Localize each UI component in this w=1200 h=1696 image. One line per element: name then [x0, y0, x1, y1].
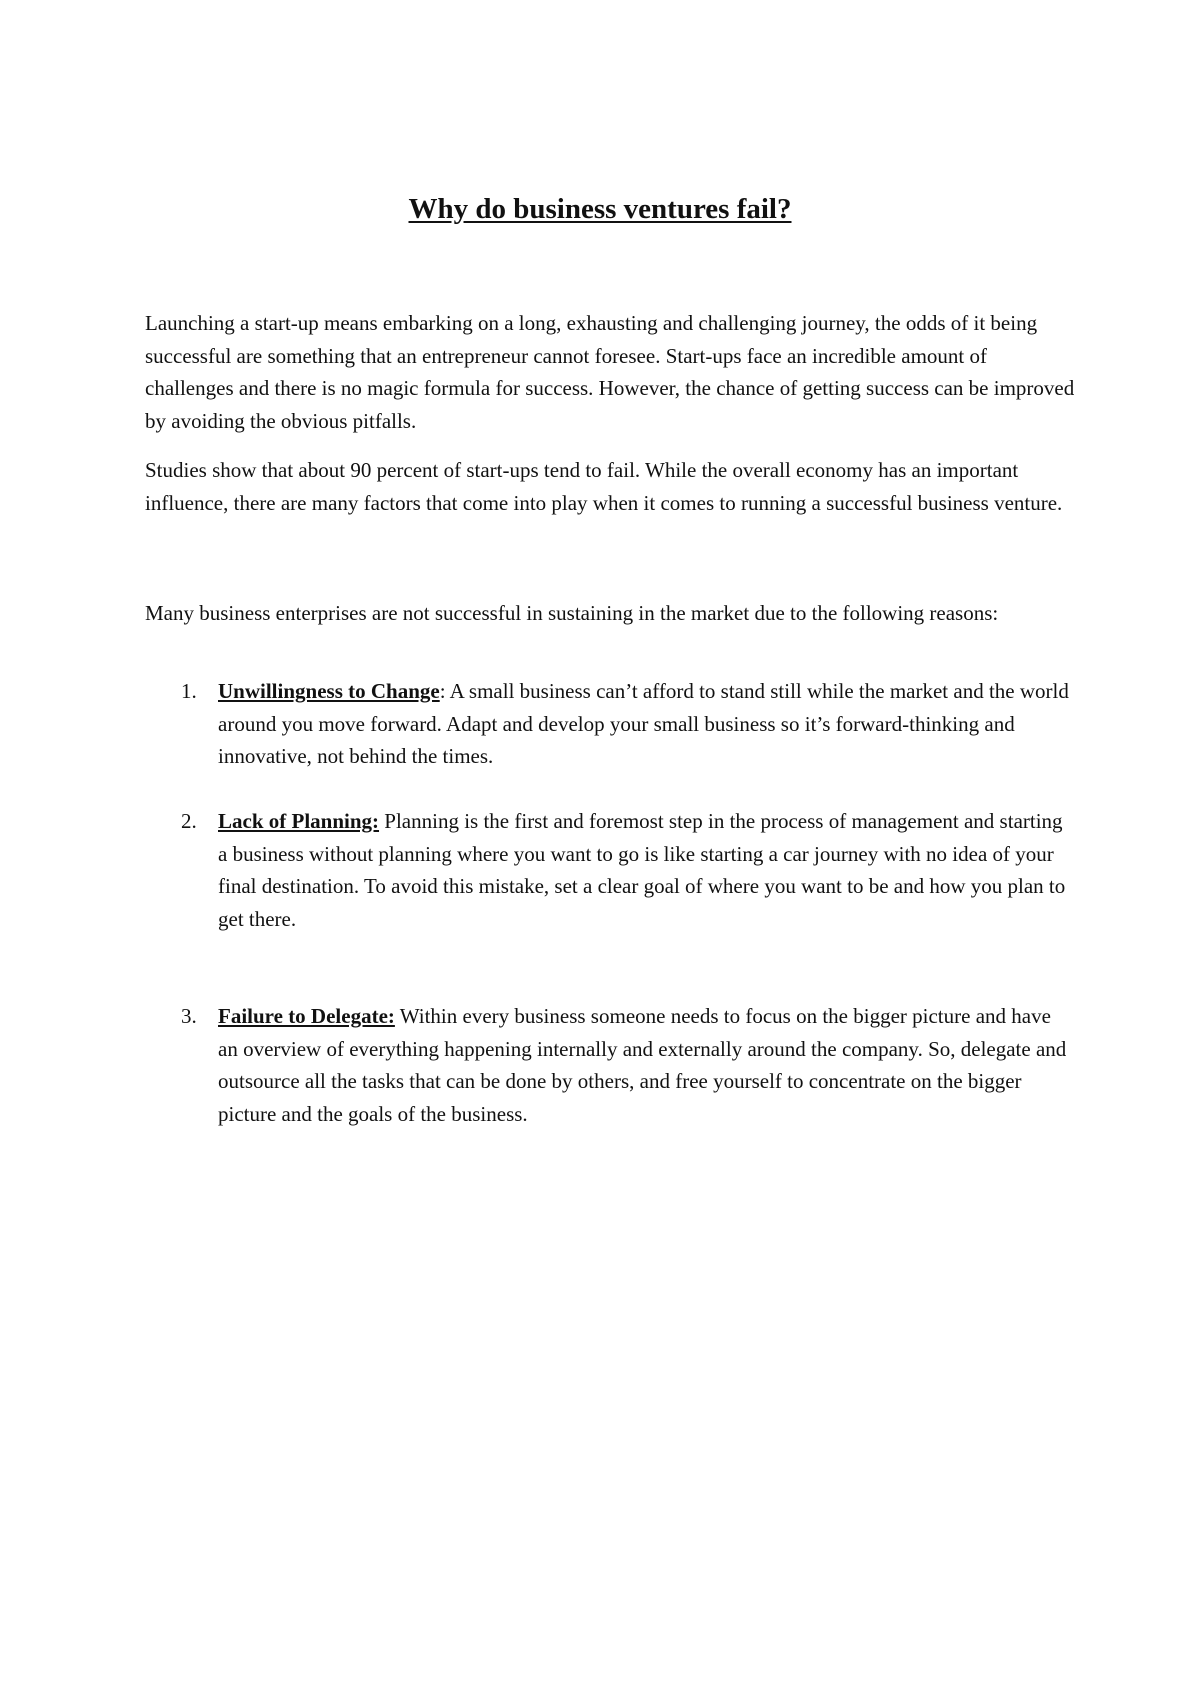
intro-paragraph: Launching a start-up means embarking on a long, exhausting and challenging journey, the odds of it being successful are something that an entrepreneur cannot foresee. Start-ups face an incredible amount of challenges and there is no magic formula for success. However, the chance of getting success can be improved by avoiding the obvious pitfalls.: [145, 311, 1075, 433]
list-item-number: 1.: [181, 679, 197, 703]
list-item-text: Within every business someone needs to focus on the bigger picture and have an overview of everything happening internally and externally around the company. So, delegate and outsource all the tasks that can be done by others, and free yourself to concentrate on the bigger picture and the goals of the business.: [218, 1004, 1067, 1126]
document-title: Why do business ventures fail?: [408, 193, 792, 225]
list-item-number: 3.: [181, 1004, 197, 1028]
list-item: [145, 1000, 1075, 1130]
list-item-body: [218, 675, 1075, 773]
list-item-term: Failure to Delegate:: [218, 1004, 395, 1028]
list-item: [145, 675, 1075, 773]
list-item-term: Lack of Planning:: [218, 809, 380, 833]
statistics-paragraph: Studies show that about 90 percent of start-ups tend to fail. While the overall economy has an important influence, there are many factors that come into play when it comes to running a successful business venture.: [145, 458, 1063, 515]
list-item: [145, 805, 1075, 935]
reasons-intro-paragraph: Many business enterprises are not successful in sustaining in the market due to the following reasons:: [145, 601, 999, 625]
list-item-text: A small business can’t afford to stand still while the market and the world around you move forward. Adapt and develop your small business so it’s forward-thinking and innovative, not behind the times.: [218, 679, 1069, 768]
list-item-separator: :: [439, 679, 450, 703]
list-item-body: [218, 805, 1075, 935]
list-item-body: [218, 1000, 1075, 1130]
list-item-term: Unwillingness to Change: [218, 679, 440, 703]
list-item-text: Planning is the first and foremost step in the process of management and starting a business without planning where you want to go is like starting a car journey with no idea of your final destination. To avoid this mistake, set a clear goal of where you want to be and how you plan to get there.: [218, 809, 1066, 931]
list-item-number: 2.: [181, 809, 197, 833]
